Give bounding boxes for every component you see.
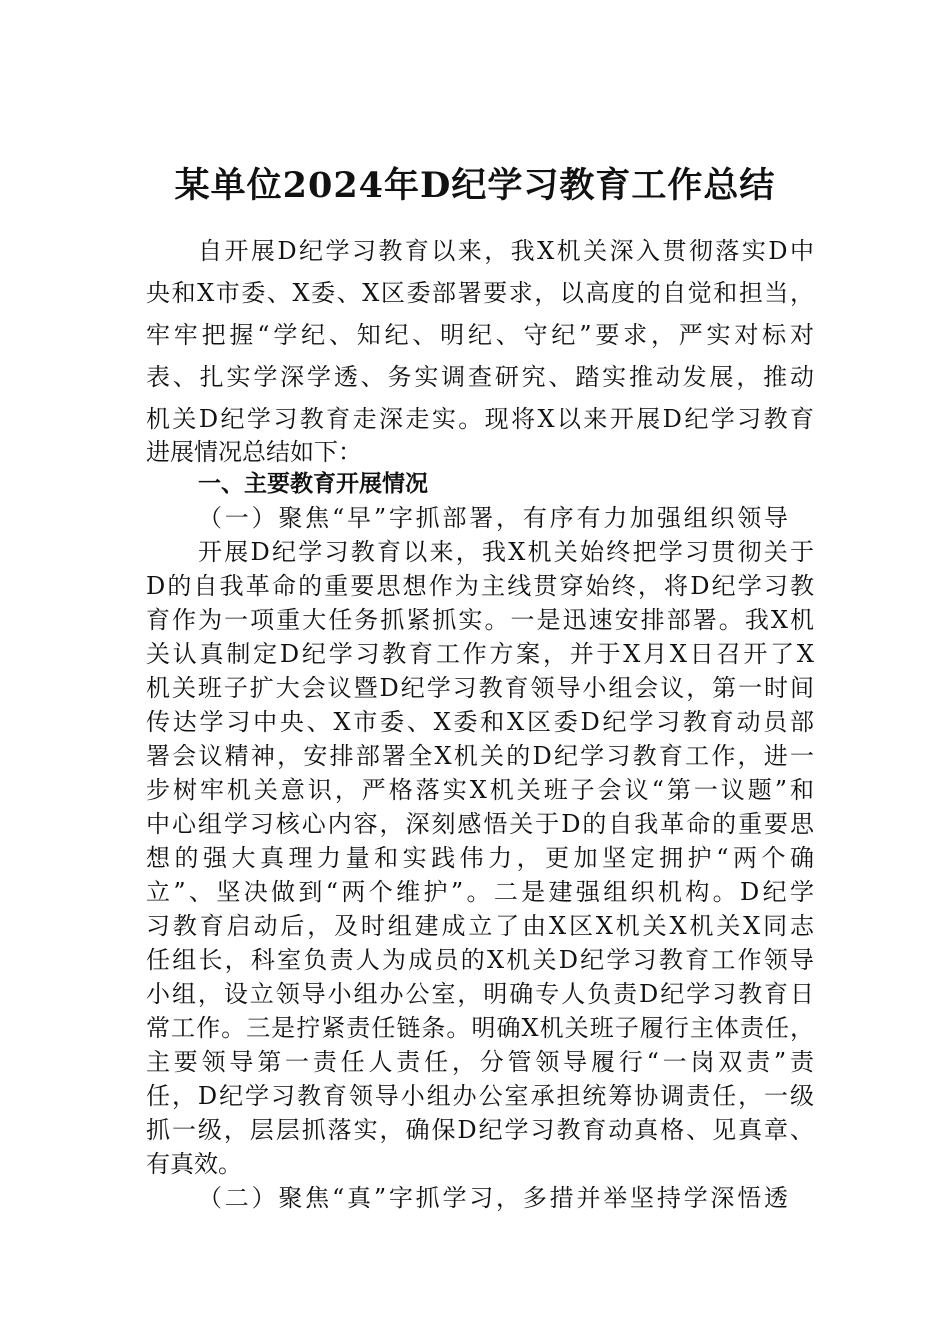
body-line: 育作为一项重大任务抓紧抓实。一是迅速安排部署。我X机 [146,606,814,634]
body-line: 立”、坚决做到“两个维护”。二是建强组织机构。D纪学 [146,878,814,906]
document-title: 某单位2024年D纪学习教育工作总结 [174,165,776,206]
intro-line: 机关D纪学习教育走深走实。现将X以来开展D纪学习教育 [146,405,814,433]
body-line: 机关班子扩大会议暨D纪学习教育领导小组会议，第一时间 [146,674,814,702]
subsection-heading: （二）聚焦“真”字抓学习，多措并举坚持学深悟透 [198,1184,788,1212]
body-line: 习教育启动后，及时组建成立了由X区X机关X机关X同志 [146,912,814,940]
body-line: 步树牢机关意识，严格落实X机关班子会议“第一议题”和 [146,776,814,804]
body-line: 想的强大真理力量和实践伟力，更加坚定拥护“两个确 [146,844,814,872]
body-line: 有真效。 [146,1150,242,1178]
body-line: 传达学习中央、X市委、X委和X区委D纪学习教育动员部 [146,708,814,736]
intro-line: 自开展D纪学习教育以来，我X机关深入贯彻落实D中 [198,237,814,265]
body-line: 抓一级，层层抓落实，确保D纪学习教育动真格、见真章、 [146,1116,814,1144]
body-line: 中心组学习核心内容，深刻感悟关于D的自我革命的重要思 [146,810,814,838]
intro-line: 牢牢把握“学纪、知纪、明纪、守纪”要求，严实对标对 [146,321,814,349]
body-line: 开展D纪学习教育以来，我X机关始终把学习贯彻关于 [198,538,814,566]
body-line: 小组，设立领导小组办公室，明确专人负责D纪学习教育日 [146,980,814,1008]
section-heading: 一、主要教育开展情况 [198,471,428,497]
body-line: 署会议精神，安排部署全X机关的D纪学习教育工作，进一 [146,742,814,770]
intro-line: 进展情况总结如下： [146,438,362,466]
body-line: 常工作。三是拧紧责任链条。明确X机关班子履行主体责任， [146,1014,814,1042]
body-line: 主要领导第一责任人责任，分管领导履行“一岗双责”责 [146,1048,814,1076]
body-line: D的自我革命的重要思想作为主线贯穿始终，将D纪学习教 [146,572,814,600]
body-line: 任，D纪学习教育领导小组办公室承担统筹协调责任，一级 [146,1082,814,1110]
intro-line: 表、扎实学深学透、务实调查研究、踏实推动发展，推动 [146,363,814,391]
intro-line: 央和X市委、X委、X区委部署要求，以高度的自觉和担当， [146,279,814,307]
body-line: 关认真制定D纪学习教育工作方案，并于X月X日召开了X [146,640,814,668]
body-line: 任组长，科室负责人为成员的X机关D纪学习教育工作领导 [146,946,814,974]
subsection-heading: （一）聚焦“早”字抓部署，有序有力加强组织领导 [198,504,788,532]
